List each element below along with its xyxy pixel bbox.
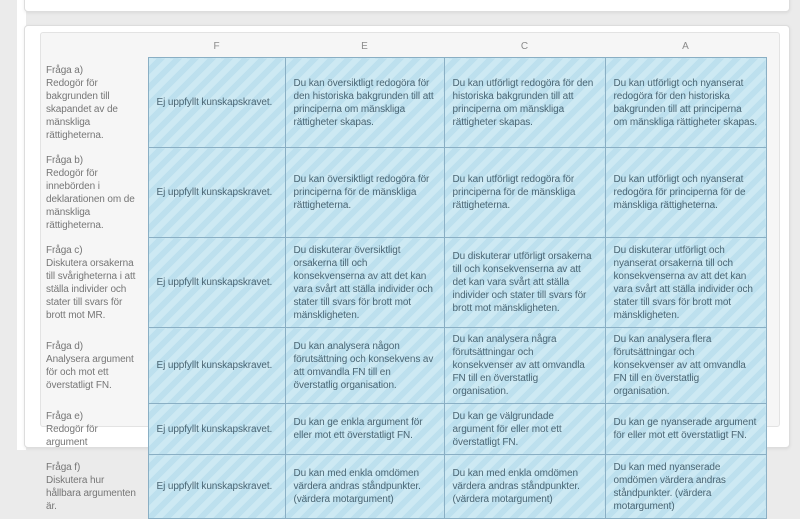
question-id: Fråga c) (46, 244, 83, 256)
grade-cell-a[interactable]: Du diskuterar utförligt och nyanserat orsakerna till och konsekvenserna av att det kan vara svårt att ställa individer och stater till svars för brott mot mänskligheten. (605, 238, 766, 328)
question-label (41, 148, 148, 238)
grade-cell-a[interactable]: Du kan med nyanserade omdömen värdera andras ståndpunkter. (värdera motargument) (605, 455, 766, 519)
matrix-row (41, 58, 766, 148)
grade-column-header-c: C (520, 41, 529, 52)
question-label (41, 404, 148, 455)
grade-cell-a[interactable]: Du kan utförligt och nyanserat redogöra för den historiska bakgrunden till att principerna om mänskliga rättigheter skapas. (605, 58, 766, 148)
grade-column-header-a: A (682, 41, 689, 52)
grade-cell-a[interactable]: Du kan ge nyanserade argument för eller mot ett överstatligt FN. (605, 404, 766, 455)
question-task: Redogör för bakgrunden till skapandet av de mänskliga rättigheterna. (46, 77, 118, 141)
rubric-card (24, 25, 790, 512)
grade-cell-e[interactable]: Du kan med enkla omdömen värdera andras ståndpunkter. (värdera motargument) (285, 455, 444, 519)
question-task: Analysera argument för och mot ett överstatligt FN. (46, 353, 134, 391)
grade-cell-f[interactable]: Ej uppfyllt kunskapskravet. (148, 148, 285, 238)
grade-cell-c[interactable]: Du kan analysera några förutsättningar och konsekvenser av att omvandla FN till en överstatlig organisation. (444, 328, 605, 404)
matrix-row (41, 328, 766, 404)
matrix-row (41, 238, 766, 328)
grade-header-row (41, 33, 766, 58)
grade-cell-f[interactable]: Ej uppfyllt kunskapskravet. (148, 455, 285, 519)
grade-cell-c[interactable]: Du kan utförligt redogöra för principerna för de mänskliga rättigheterna. (444, 148, 605, 238)
grade-cell-c[interactable]: Du diskuterar utförligt orsakerna till och konsekvenserna av att det kan vara svårt att ställa individer och stater till svars för brott mot mänskligheten. (444, 238, 605, 328)
question-task: Diskutera hur hållbara argumenten är. (46, 474, 136, 512)
grade-cell-e[interactable]: Du kan översiktligt redogöra för den historiska bakgrunden till att principerna om mänskliga rättigheter skapas. (285, 58, 444, 148)
grade-cell-e[interactable]: Du diskuterar översiktligt orsakerna till och konsekvenserna av att det kan vara svårt att ställa individer och stater till svars för brott mot mänskligheten. (285, 238, 444, 328)
matrix-corner-cell (41, 33, 148, 58)
grade-cell-e[interactable]: Du kan ge enkla argument för eller mot ett överstatligt FN. (285, 404, 444, 455)
grade-cell-e[interactable]: Du kan översiktligt redogöra för principerna för de mänskliga rättigheterna. (285, 148, 444, 238)
question-id: Fråga f) (46, 461, 81, 473)
matrix-row (41, 148, 766, 238)
question-id: Fråga d) (46, 340, 83, 352)
rubric-matrix-table (41, 33, 767, 519)
question-id: Fråga a) (46, 64, 83, 76)
question-label (41, 328, 148, 404)
question-id: Fråga e) (46, 410, 83, 422)
rubric-matrix-panel (40, 32, 780, 512)
grade-cell-c[interactable]: Du kan utförligt redogöra för den historiska bakgrunden till att principerna om mänskliga rättigheter skapas. (444, 58, 605, 148)
grade-cell-f[interactable]: Ej uppfyllt kunskapskravet. (148, 328, 285, 404)
grade-cell-f[interactable]: Ej uppfyllt kunskapskravet. (148, 238, 285, 328)
question-label (41, 58, 148, 148)
grade-cell-c[interactable]: Du kan med enkla omdömen värdera andras ståndpunkter. (värdera motargument) (444, 455, 605, 519)
question-task: Redogör för innebörden i deklarationen om de mänskliga rättigheterna. (46, 167, 135, 231)
grade-cell-a[interactable]: Du kan utförligt och nyanserat redogöra för principerna för de mänskliga rättigheterna. (605, 148, 766, 238)
grade-cell-e[interactable]: Du kan analysera någon förutsättning och konsekvens av att omvandla FN till en överstatlig organisation. (285, 328, 444, 404)
question-task: Redogör för argument (46, 423, 98, 448)
grade-column-header-e: E (361, 41, 368, 52)
question-task: Diskutera orsakerna till svårigheterna i att ställa individer och stater till svars för brott mot MR. (46, 257, 136, 321)
upper-card-edge (24, 0, 790, 12)
question-id: Fråga b) (46, 154, 83, 166)
grade-cell-f[interactable]: Ej uppfyllt kunskapskravet. (148, 58, 285, 148)
question-label (41, 455, 148, 519)
matrix-row (41, 455, 766, 519)
grade-cell-f[interactable]: Ej uppfyllt kunskapskravet. (148, 404, 285, 455)
matrix-row (41, 404, 766, 455)
question-label (41, 238, 148, 328)
grade-cell-a[interactable]: Du kan analysera flera förutsättningar och konsekvenser av att omvandla FN till en överstatlig organisation. (605, 328, 766, 404)
grade-column-header-f: F (213, 41, 220, 52)
grade-cell-c[interactable]: Du kan ge välgrundade argument för eller mot ett överstatligt FN. (444, 404, 605, 455)
